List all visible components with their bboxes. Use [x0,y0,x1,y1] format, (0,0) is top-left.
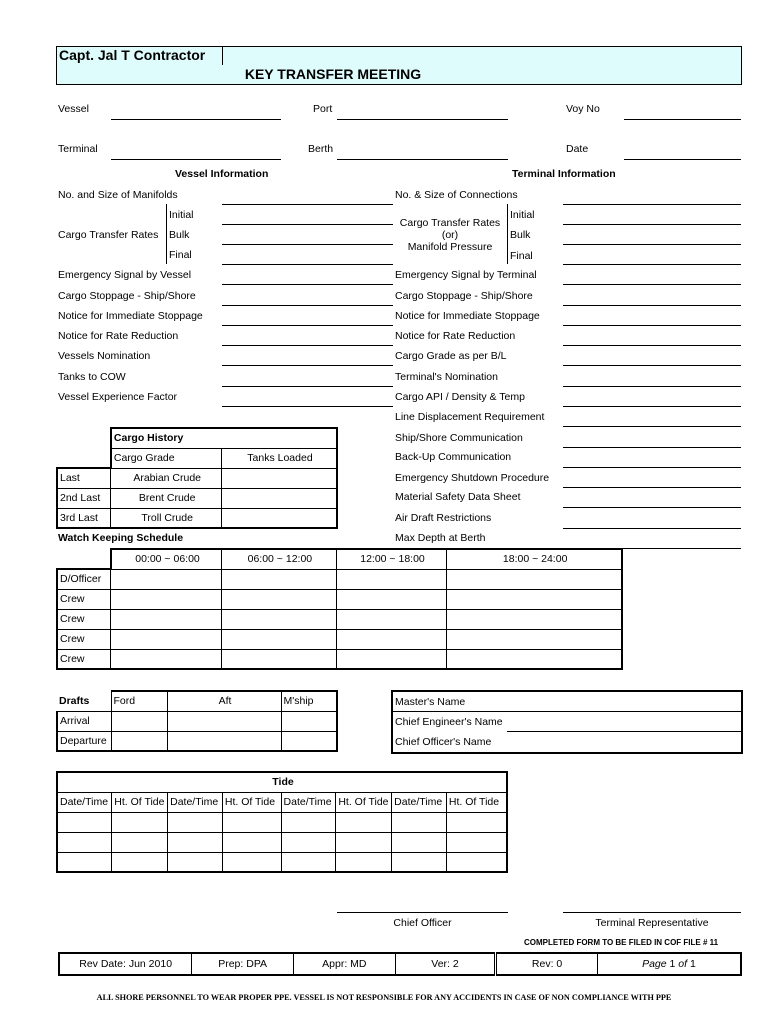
tide-cell[interactable] [168,852,223,872]
table-row [57,812,507,832]
tide-col-header: Date/Time [168,792,223,812]
history-grade: Arabian Crude [111,468,222,488]
table-row [57,832,507,852]
watch-cell[interactable] [222,649,337,669]
drafts-title: Drafts [57,691,111,711]
appr: Appr: MD [294,953,396,975]
master-name-label: Master's Name [395,696,466,708]
watch-role: Crew [57,649,111,669]
tide-cell[interactable] [112,852,168,872]
vessel-field[interactable] [111,119,281,120]
berth-field[interactable] [337,159,508,160]
air-draft-label: Air Draft Restrictions [395,512,492,524]
tide-cell[interactable] [392,832,447,852]
table-row [57,629,622,649]
tide-cell[interactable] [168,812,223,832]
table-row [57,852,507,872]
watch-cell[interactable] [336,569,447,589]
tide-col-header: Ht. Of Tide [112,792,168,812]
connections-label: No. & Size of Connections [395,189,518,201]
connections-field[interactable] [563,204,741,205]
voy-no-label: Voy No [566,103,600,115]
vessel-initial-label: Initial [169,209,194,221]
tide-cell[interactable] [57,832,112,852]
revision-bar [58,952,742,976]
vessel-nomination-field[interactable] [222,365,393,366]
departure-label: Departure [57,731,111,751]
berth-label: Berth [308,143,334,155]
terminal-info-heading: Terminal Information [512,168,616,180]
watch-cell[interactable] [111,649,222,669]
vessel-immediate-label: Notice for Immediate Stoppage [58,310,203,322]
master-name-field[interactable] [393,711,741,712]
terminal-stoppage-field[interactable] [563,305,741,306]
tide-cell[interactable] [281,812,336,832]
ship-shore-comm-label: Ship/Shore Communication [395,432,523,444]
manifolds-field[interactable] [222,204,393,205]
history-tanks-cell[interactable] [221,488,337,508]
tide-col-header: Date/Time [281,792,336,812]
drafts-table [56,690,338,752]
chief-officer-signature-line[interactable] [337,912,508,913]
rev: Rev: 0 [496,953,598,975]
terminal-rep-signature-line[interactable] [563,912,741,913]
page-number: 1 [669,958,676,970]
watch-role: D/Officer [57,569,111,589]
date-label: Date [566,143,589,155]
vessel-bulk-label: Bulk [169,229,190,241]
watch-cell[interactable] [447,629,622,649]
tide-cell[interactable] [222,852,281,872]
msds-field[interactable] [563,507,741,508]
vessel-ctr-label: Cargo Transfer Rates [58,229,159,241]
history-tanks-cell[interactable] [221,468,337,488]
form-title: KEY TRANSFER MEETING [244,66,422,82]
chief-officer-signature-label: Chief Officer [393,917,452,929]
watch-table [56,548,623,670]
grade-bl-label: Cargo Grade as per B/L [395,350,507,362]
table-row [57,731,337,751]
watch-cell[interactable] [447,589,622,609]
watch-cell[interactable] [447,649,622,669]
tide-cell[interactable] [336,812,392,832]
tide-cell[interactable] [336,852,392,872]
history-grade: Troll Crude [111,508,222,528]
table-row [57,649,622,669]
history-tanks-cell[interactable] [221,508,337,528]
vessel-immediate-field[interactable] [222,325,393,326]
watch-role: Crew [57,609,111,629]
watch-keeping-title: Watch Keeping Schedule [58,532,184,544]
ship-shore-comm-field[interactable] [563,447,741,448]
vessel-nomination-label: Vessels Nomination [58,350,151,362]
chief-engineer-label: Chief Engineer's Name [395,716,503,728]
history-row-label: Last [57,468,111,488]
tanks-cow-label: Tanks to COW [58,371,126,383]
watch-cell[interactable] [222,589,337,609]
tide-col-header: Ht. Of Tide [336,792,392,812]
history-row-label: 2nd Last [57,488,111,508]
tide-cell[interactable] [446,832,507,852]
terminal-final-label: Final [510,250,533,262]
api-label: Cargo API / Density & Temp [395,391,525,403]
terminal-ctr-line2: (or) [441,229,459,241]
table-row [57,508,337,528]
tide-col-header: Date/Time [57,792,112,812]
watch-cell[interactable] [222,569,337,589]
watch-cell[interactable] [111,569,222,589]
watch-cell[interactable] [111,629,222,649]
watch-cell[interactable] [222,629,337,649]
officer-names-box [391,690,743,754]
rev-date: Rev Date: Jun 2010 [59,953,192,975]
grade-bl-field[interactable] [563,365,741,366]
tide-cell[interactable] [392,812,447,832]
tide-cell[interactable] [446,852,507,872]
terminal-label: Terminal [58,143,98,155]
vessel-bulk-field[interactable] [222,244,393,245]
page-indicator [597,953,741,975]
vessel-stoppage-label: Cargo Stoppage - Ship/Shore [58,290,196,302]
terminal-nomination-field[interactable] [563,386,741,387]
terminal-ctr-line1: Cargo Transfer Rates [399,217,501,229]
experience-label: Vessel Experience Factor [58,391,178,403]
esd-field[interactable] [563,487,741,488]
tide-col-header: Date/Time [392,792,447,812]
vessel-emergency-label: Emergency Signal by Vessel [58,269,192,281]
table-row [57,468,337,488]
prep: Prep: DPA [192,953,294,975]
page-total: 1 [689,958,696,970]
filing-note: COMPLETED FORM TO BE FILED IN COF FILE # 11 [524,938,719,947]
experience-field[interactable] [222,406,393,407]
vessel-initial-field[interactable] [222,224,393,225]
history-grade: Brent Crude [111,488,222,508]
tide-col-header: Ht. Of Tide [446,792,507,812]
fwd-header: Ford [111,691,167,711]
tide-title: Tide [57,772,507,792]
draft-cell[interactable] [281,711,337,731]
arrival-label: Arrival [57,711,111,731]
tide-cell[interactable] [112,832,168,852]
tide-col-header: Ht. Of Tide [222,792,281,812]
table-row [57,589,622,609]
vessel-stoppage-field[interactable] [222,305,393,306]
tide-cell[interactable] [57,852,112,872]
chief-engineer-field[interactable] [507,731,741,732]
line-displacement-field[interactable] [563,426,741,427]
watch-cell[interactable] [111,609,222,629]
terminal-ctr-bracket [507,204,508,264]
terminal-emergency-field[interactable] [563,284,741,285]
watch-cell[interactable] [447,609,622,629]
watch-cell[interactable] [336,609,447,629]
vessel-rate-label: Notice for Rate Reduction [58,330,179,342]
voy-no-field[interactable] [624,119,741,120]
ver: Ver: 2 [395,953,496,975]
terminal-field[interactable] [111,159,281,160]
draft-cell[interactable] [111,711,167,731]
watch-role: Crew [57,629,111,649]
draft-cell[interactable] [111,731,167,751]
company-header [56,46,742,66]
terminal-initial-field[interactable] [563,224,741,225]
watch-cell[interactable] [111,589,222,609]
watch-period: 12:00 ~ 18:00 [336,549,447,569]
vessel-final-label: Final [169,249,192,261]
draft-cell[interactable] [167,711,281,731]
vessel-final-field[interactable] [222,264,393,265]
tide-cell[interactable] [446,812,507,832]
watch-role: Crew [57,589,111,609]
terminal-immediate-field[interactable] [563,325,741,326]
terminal-ctr-line3: Manifold Pressure [407,241,493,253]
watch-cell[interactable] [336,629,447,649]
msds-label: Material Safety Data Sheet [395,491,521,503]
air-draft-field[interactable] [563,528,741,529]
watch-cell[interactable] [222,609,337,629]
tanks-cow-field[interactable] [222,386,393,387]
watch-cell[interactable] [336,589,447,609]
vessel-label: Vessel [58,103,89,115]
tide-cell[interactable] [336,832,392,852]
vessel-rate-field[interactable] [222,345,393,346]
watch-cell[interactable] [447,569,622,589]
terminal-rate-label: Notice for Rate Reduction [395,330,516,342]
terminal-bulk-field[interactable] [563,244,741,245]
terminal-immediate-label: Notice for Immediate Stoppage [395,310,540,322]
terminal-emergency-label: Emergency Signal by Terminal [395,269,537,281]
cargo-history-title: Cargo History [111,428,337,448]
api-field[interactable] [563,406,741,407]
tide-cell[interactable] [281,852,336,872]
tide-cell[interactable] [222,812,281,832]
tide-cell[interactable] [57,812,112,832]
esd-label: Emergency Shutdown Procedure [395,472,550,484]
vessel-ctr-bracket [166,204,167,264]
company-name: Capt. Jal T Contractor [59,47,206,63]
table-row [57,609,622,629]
tide-cell[interactable] [112,812,168,832]
terminal-initial-label: Initial [510,209,535,221]
tanks-loaded-header: Tanks Loaded [221,448,337,468]
of-word: of [678,958,688,970]
aft-header: Aft [167,691,281,711]
terminal-final-field[interactable] [563,264,741,265]
terminal-nomination-label: Terminal's Nomination [395,371,498,383]
title-header [56,65,742,85]
port-field[interactable] [337,119,508,120]
backup-comm-field[interactable] [563,467,741,468]
history-row-label: 3rd Last [57,508,111,528]
terminal-stoppage-label: Cargo Stoppage - Ship/Shore [395,290,533,302]
tide-cell[interactable] [281,832,336,852]
vessel-emergency-field[interactable] [222,284,393,285]
tide-cell[interactable] [222,832,281,852]
line-displacement-label: Line Displacement Requirement [395,411,545,423]
terminal-bulk-label: Bulk [510,229,531,241]
vessel-info-heading: Vessel Information [175,168,269,180]
chief-officer-name-label: Chief Officer's Name [395,736,492,748]
mship-header: M'ship [281,691,337,711]
table-row [57,711,337,731]
table-row [57,488,337,508]
watch-period: 18:00 ~ 24:00 [447,549,622,569]
watch-period: 06:00 ~ 12:00 [222,549,337,569]
tide-cell[interactable] [392,852,447,872]
watch-period: 00:00 ~ 06:00 [111,549,222,569]
cargo-grade-header: Cargo Grade [111,448,222,468]
page-word: Page [642,958,667,970]
date-field[interactable] [624,159,741,160]
table-row [57,569,622,589]
terminal-rep-signature-label: Terminal Representative [595,917,709,929]
port-label: Port [313,103,333,115]
draft-cell[interactable] [167,731,281,751]
manifolds-label: No. and Size of Manifolds [58,189,178,201]
terminal-rate-field[interactable] [563,345,741,346]
tide-table [56,771,508,873]
tide-cell[interactable] [168,832,223,852]
backup-comm-label: Back-Up Communication [395,451,512,463]
max-depth-label: Max Depth at Berth [395,532,486,544]
cargo-history-table [56,427,338,529]
draft-cell[interactable] [281,731,337,751]
watch-cell[interactable] [336,649,447,669]
ppe-footer-note: ALL SHORE PERSONNEL TO WEAR PROPER PPE. VESSEL IS NOT RESPONSIBLE FOR ANY ACCIDENTS IN CASE OF NON COMPLIANCE WITH PPE [96,993,672,1002]
